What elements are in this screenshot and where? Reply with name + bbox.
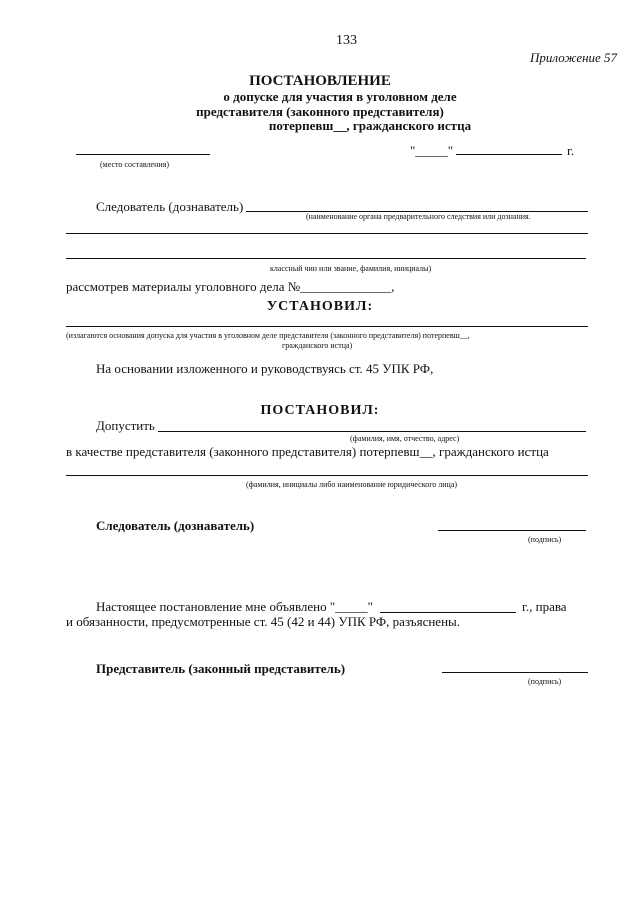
signature-investigator-label: Следователь (дознаватель) [96, 518, 255, 533]
place-hint: (место составления) [100, 160, 169, 169]
investigator-hint-2: классный чин или звание, фамилия, инициалы) [270, 264, 432, 273]
date-day[interactable]: "_____" [410, 143, 454, 158]
appendix-label: Приложение 57 [530, 50, 618, 65]
established-hint-1: (излагаются основания допуска для участия в уголовном деле представителя (законного представителя) потерпевш__, [66, 331, 470, 340]
date-month-year-line[interactable] [456, 154, 562, 155]
established-hint-2: гражданского истца) [282, 341, 353, 350]
established-heading: УСТАНОВИЛ: [266, 299, 374, 314]
title-subline-3: потерпевш__, гражданского истца [268, 118, 472, 133]
signature-investigator-line[interactable] [438, 530, 586, 531]
investigator-label: Следователь (дознаватель) [96, 199, 244, 214]
basis-text: На основании изложенного и руководствуясь ст. 45 УПК РФ, [96, 361, 434, 376]
capacity-text: в качестве представителя (законного представителя) потерпевш__, гражданского истца [66, 444, 549, 459]
signature-representative-label: Представитель (законный представитель) [96, 661, 346, 676]
resolved-heading: ПОСТАНОВИЛ: [260, 403, 380, 418]
title-subline-1: о допуске для участия в уголовном деле [223, 89, 457, 104]
capacity-line[interactable] [66, 475, 588, 476]
investigator-line-2[interactable] [66, 233, 588, 234]
admit-person-line[interactable] [158, 431, 586, 432]
reviewed-case-text: рассмотрев материалы уголовного дела №______________, [66, 279, 395, 294]
investigator-line-3[interactable] [66, 258, 586, 259]
admit-label: Допустить [96, 418, 155, 433]
announcement-line-1: Настоящее постановление мне объявлено "_____" [96, 599, 373, 614]
document-title: ПОСТАНОВЛЕНИЕ [249, 73, 391, 89]
capacity-hint: (фамилия, инициалы либо наименование юридического лица) [246, 480, 458, 489]
signature-representative-line[interactable] [442, 672, 588, 673]
investigator-hint-1: (наименование органа предварительного следствия или дознания. [306, 212, 531, 221]
announcement-line-2: и обязанности, предусмотренные ст. 45 (42 и 44) УПК РФ, разъяснены. [66, 614, 461, 629]
signature-investigator-hint: (подпись) [528, 535, 562, 544]
announcement-date-line[interactable] [380, 612, 516, 613]
established-line[interactable] [66, 326, 588, 327]
place-line[interactable] [76, 154, 210, 155]
page-number: 133 [336, 33, 357, 48]
announcement-line-1-end: г., права [522, 599, 567, 614]
title-subline-2: представителя (законного представителя) [196, 104, 444, 119]
date-suffix: г. [567, 143, 575, 158]
signature-representative-hint: (подпись) [528, 677, 562, 686]
admit-hint: (фамилия, имя, отчество, адрес) [350, 434, 460, 443]
